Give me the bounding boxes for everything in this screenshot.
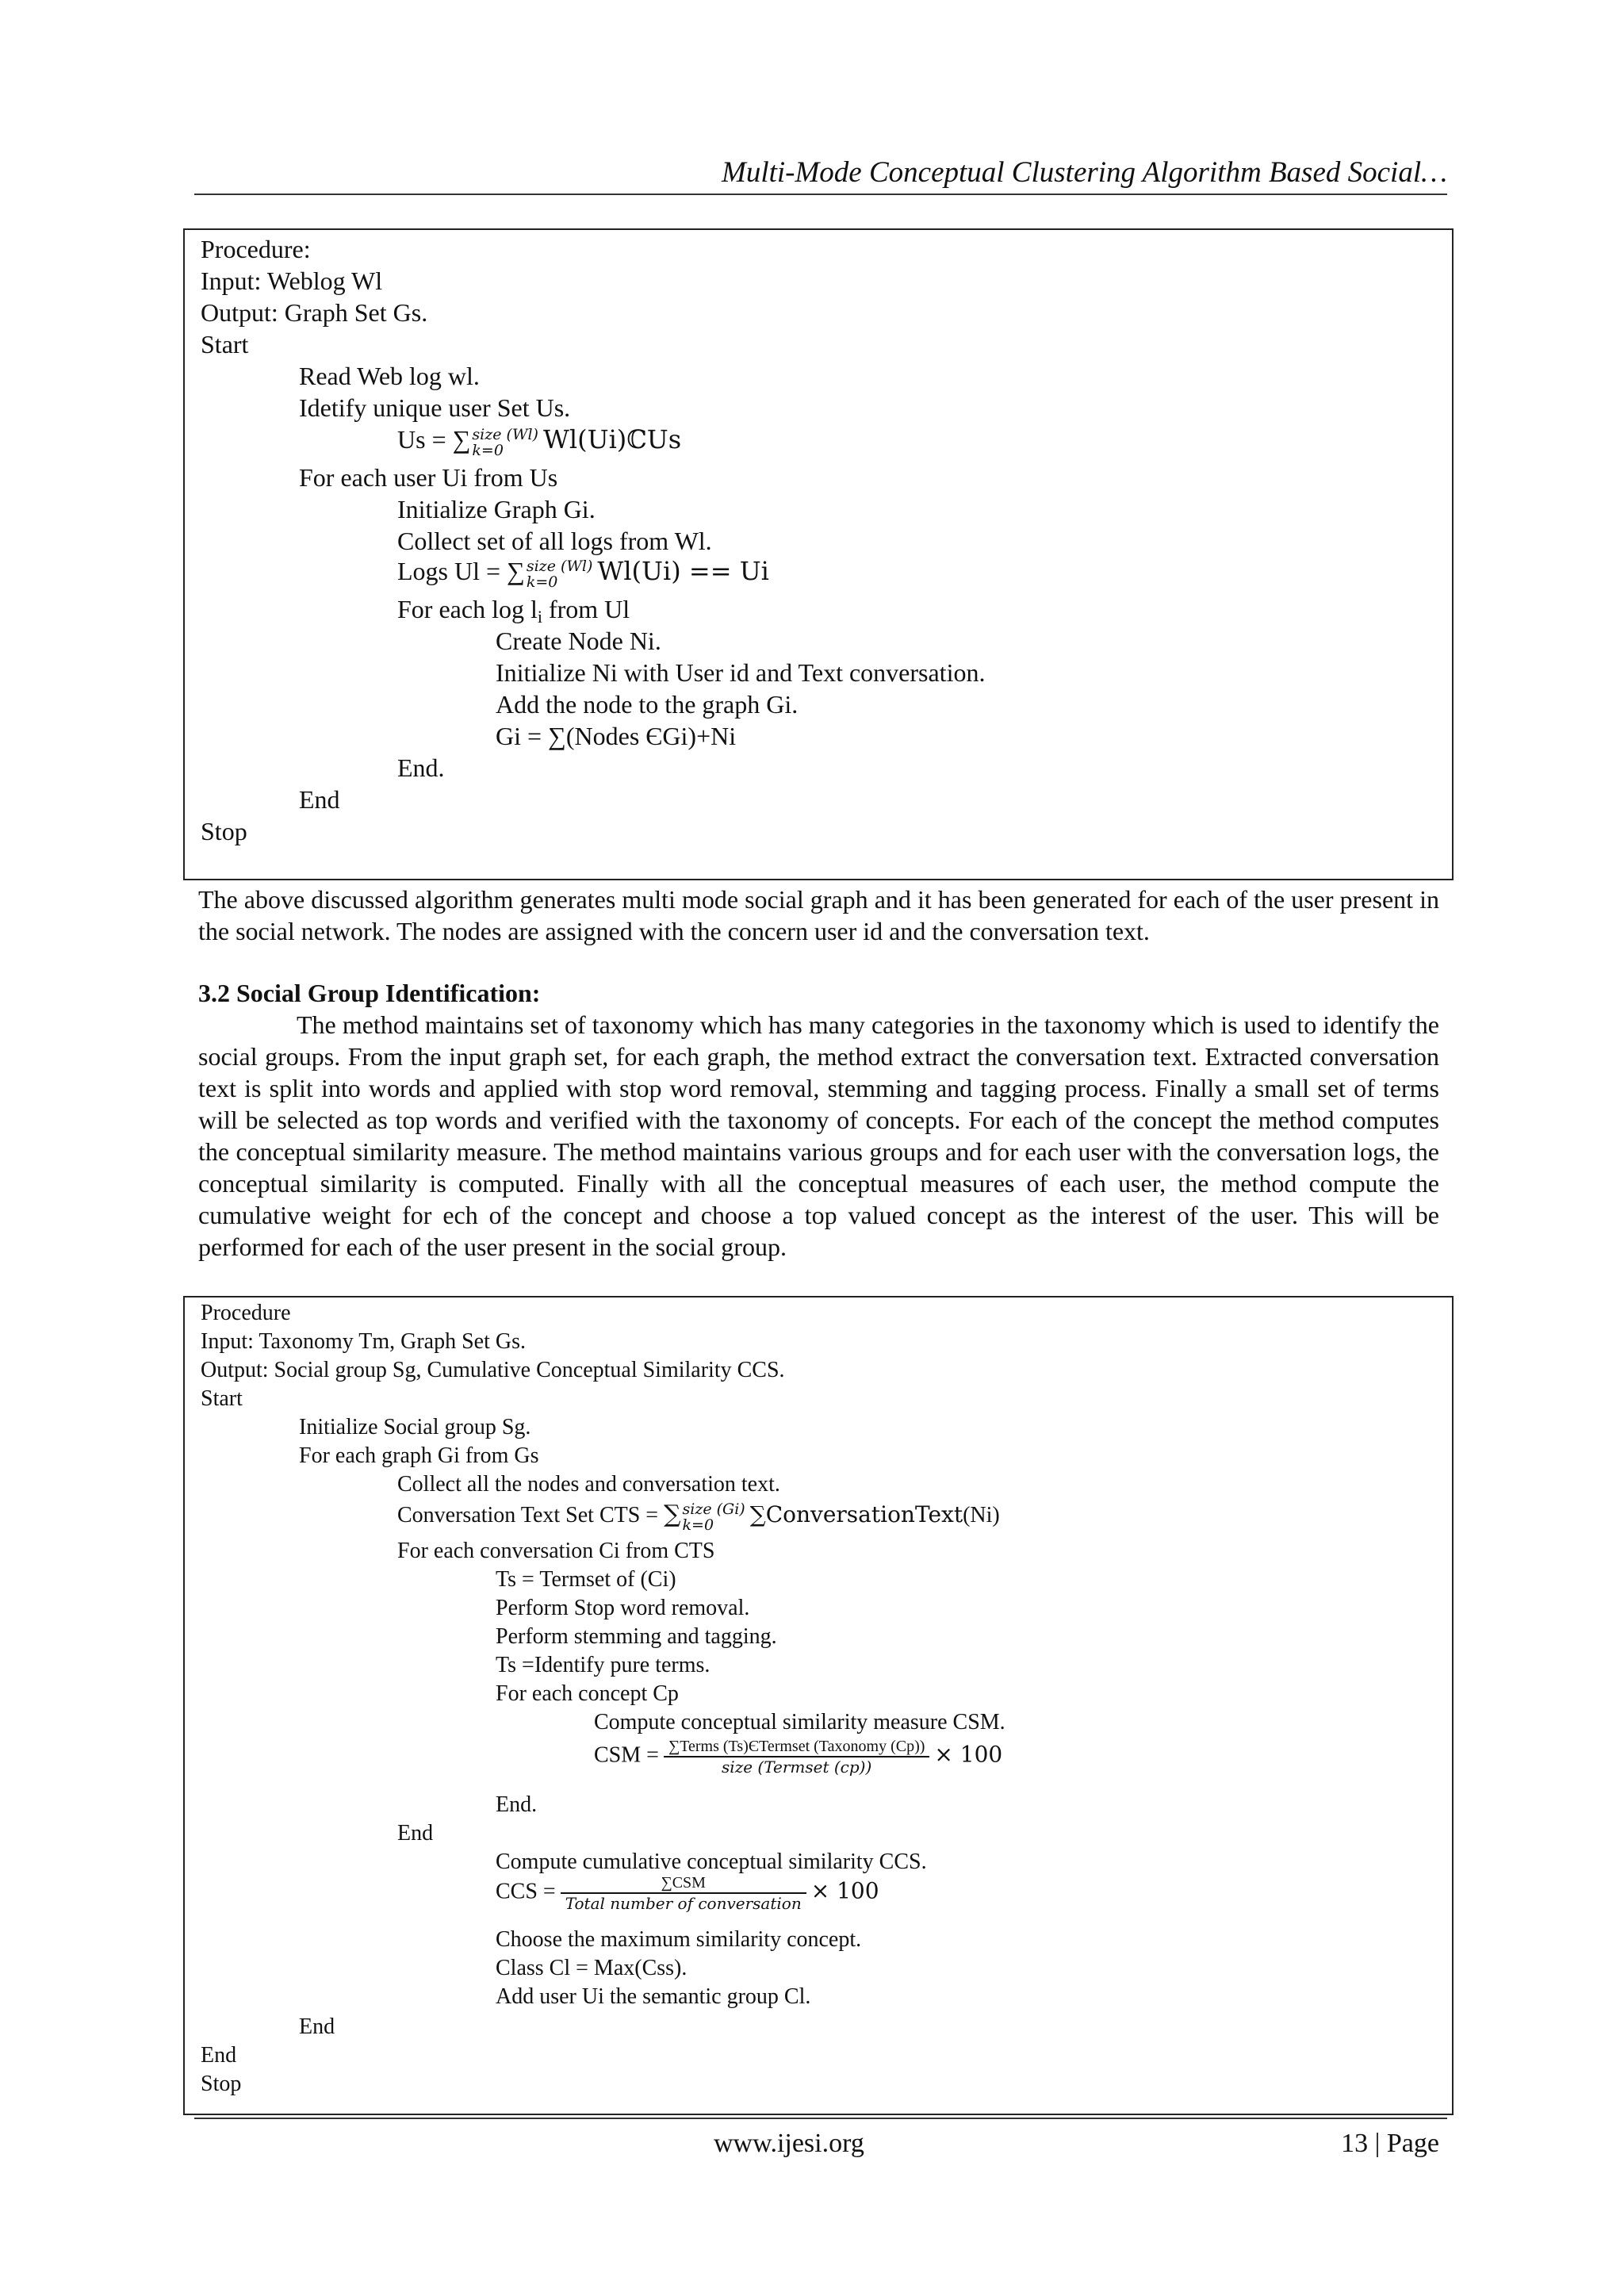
algo2-pure-terms: Ts =Identify pure terms. [496, 1653, 710, 1677]
algo1-init-node: Initialize Ni with User id and Text conversation. [496, 658, 986, 687]
us-formula-limits: size (Wl) k=0 [472, 425, 538, 459]
algo1-for-user: For each user Ui from Us [299, 463, 558, 492]
algo1-collect-logs: Collect set of all logs from Wl. [397, 527, 712, 555]
paragraph-algorithm-summary: The above discussed algorithm generates multi mode social graph and it has been generated for each of the user present in the social network. The nodes are assigned with the concern user id and the conversation text. [198, 885, 1439, 945]
footer-page-number: 13 | Page [1341, 2129, 1439, 2158]
algorithm-1-box [183, 228, 1454, 880]
algo2-stop: Stop [201, 2072, 242, 2096]
algo1-gi-formula: Gi = ∑(Nodes ЄGi)+Ni [496, 722, 737, 750]
algo2-collect-nodes: Collect all the nodes and conversation text. [397, 1472, 780, 1497]
algo2-start: Start [201, 1386, 243, 1411]
algo1-output: Output: Graph Set Gs. [201, 298, 428, 327]
algo1-add-node: Add the node to the graph Gi. [496, 690, 799, 719]
algo2-cts-formula: Conversation Text Set CTS = ∑ size (Gi) k=0 ∑ConversationText(Ni) [397, 1500, 1000, 1534]
algo1-input: Input: Weblog Wl [201, 266, 383, 295]
algo2-stemming: Perform stemming and tagging. [496, 1624, 777, 1649]
algo2-for-graph: For each graph Gi from Gs [299, 1443, 539, 1468]
algo2-compute-csm: Compute conceptual similarity measure CSM. [594, 1710, 1005, 1734]
running-header: Multi-Mode Conceptual Clustering Algorithm Based Social… [722, 156, 1447, 189]
algo2-termset: Ts = Termset of (Ci) [496, 1567, 676, 1592]
algorithm-2-box [183, 1296, 1454, 2115]
algo2-for-conversation: For each conversation Ci from CTS [397, 1539, 715, 1563]
algo2-class-cl: Class Cl = Max(Css). [496, 1956, 688, 1980]
algo1-us-formula [397, 424, 681, 458]
ccs-fraction: $\frac{\text{∑CSM}}{\text{Total number of conversation}}$ [561, 1873, 806, 1913]
csm-fraction: $\frac{\text{∑Terms (Ts)ЄTermset (Taxonomy (Cp))}}{\text{size (Termset (cp))}}$ [664, 1737, 929, 1777]
algo2-csm-formula: CSM = $\frac{\text{∑Terms (Ts)ЄTermset (Taxonomy (Cp))}}{\text{size (Termset (cp))}}$ × 100 [594, 1738, 1003, 1777]
algo1-logs-formula [397, 555, 769, 590]
algo2-output: Output: Social group Sg, Cumulative Conceptual Similarity CCS. [201, 1358, 785, 1382]
algo2-end-conversation: End [397, 1821, 434, 1846]
algo2-procedure: Procedure [201, 1301, 291, 1325]
algo2-end: End [201, 2043, 237, 2068]
algo1-stop: Stop [201, 817, 247, 845]
header-rule [194, 194, 1447, 195]
algo1-init-graph: Initialize Graph Gi. [397, 495, 596, 523]
algo1-create-node: Create Node Ni. [496, 627, 661, 655]
algo2-input: Input: Taxonomy Tm, Graph Set Gs. [201, 1329, 526, 1354]
algo2-end-concept: End. [496, 1792, 538, 1817]
us-formula-lhs: Us = ∑ [397, 425, 471, 454]
algo1-start: Start [201, 330, 249, 358]
algo2-ccs-formula: CCS = $\frac{\text{∑CSM}}{\text{Total number of conversation}}$ × 100 [496, 1874, 879, 1913]
footer-rule [194, 2118, 1447, 2119]
algo1-end-inner: End. [397, 753, 445, 782]
algo2-init-group: Initialize Social group Sg. [299, 1415, 531, 1439]
algo2-add-user: Add user Ui the semantic group Cl. [496, 1984, 811, 2009]
logs-formula-body: Wl(Ui) == Ui [597, 556, 769, 586]
algo1-for-log: For each $\log l_i$ from Ul [397, 595, 630, 627]
cts-formula-limits: size (Gi) k=0 [682, 1500, 745, 1534]
algo2-choose-max: Choose the maximum similarity concept. [496, 1927, 862, 1952]
algo1-end-outer: End [299, 785, 340, 814]
section-paragraph: The method maintains set of taxonomy which has many categories in the taxonomy which is used to identify the social groups. From the input graph set, for each graph, the method extract the conversation text. Extracted conversation text is split into words and applied with stop word removal, stemming and tagging process. Finally a small set of terms will be selected as top words and verified with the taxonomy of concepts. For each of the concept the method computes the conceptual similarity measure. The method maintains various groups and for each user with the conversation logs, the conceptual similarity is computed. Finally with all the conceptual measures of each user, the method compute the cumulative weight for ech of the concept and choose a top valued concept as the interest of the user. This will be performed for each of the user present in the social group. [198, 1010, 1439, 1261]
algo2-stopword: Perform Stop word removal. [496, 1596, 750, 1620]
us-formula-body: Wl(Ui)ℂUs [542, 424, 682, 454]
footer-url: www.ijesi.org [714, 2129, 864, 2158]
algo1-identify: Idetify unique user Set Us. [299, 393, 571, 422]
algo2-compute-ccs: Compute cumulative conceptual similarity CCS. [496, 1849, 927, 1874]
logs-formula-lhs: Logs Ul = ∑ [397, 557, 525, 585]
algo2-for-concept: For each concept Cp [496, 1681, 679, 1706]
algo1-read: Read Web log wl. [299, 362, 480, 390]
logs-formula-limits: size (Wl) k=0 [526, 557, 593, 591]
algo2-end-graph: End [299, 2014, 335, 2039]
section-heading: 3.2 Social Group Identification: [198, 979, 541, 1007]
algo1-procedure: Procedure: [201, 235, 311, 263]
